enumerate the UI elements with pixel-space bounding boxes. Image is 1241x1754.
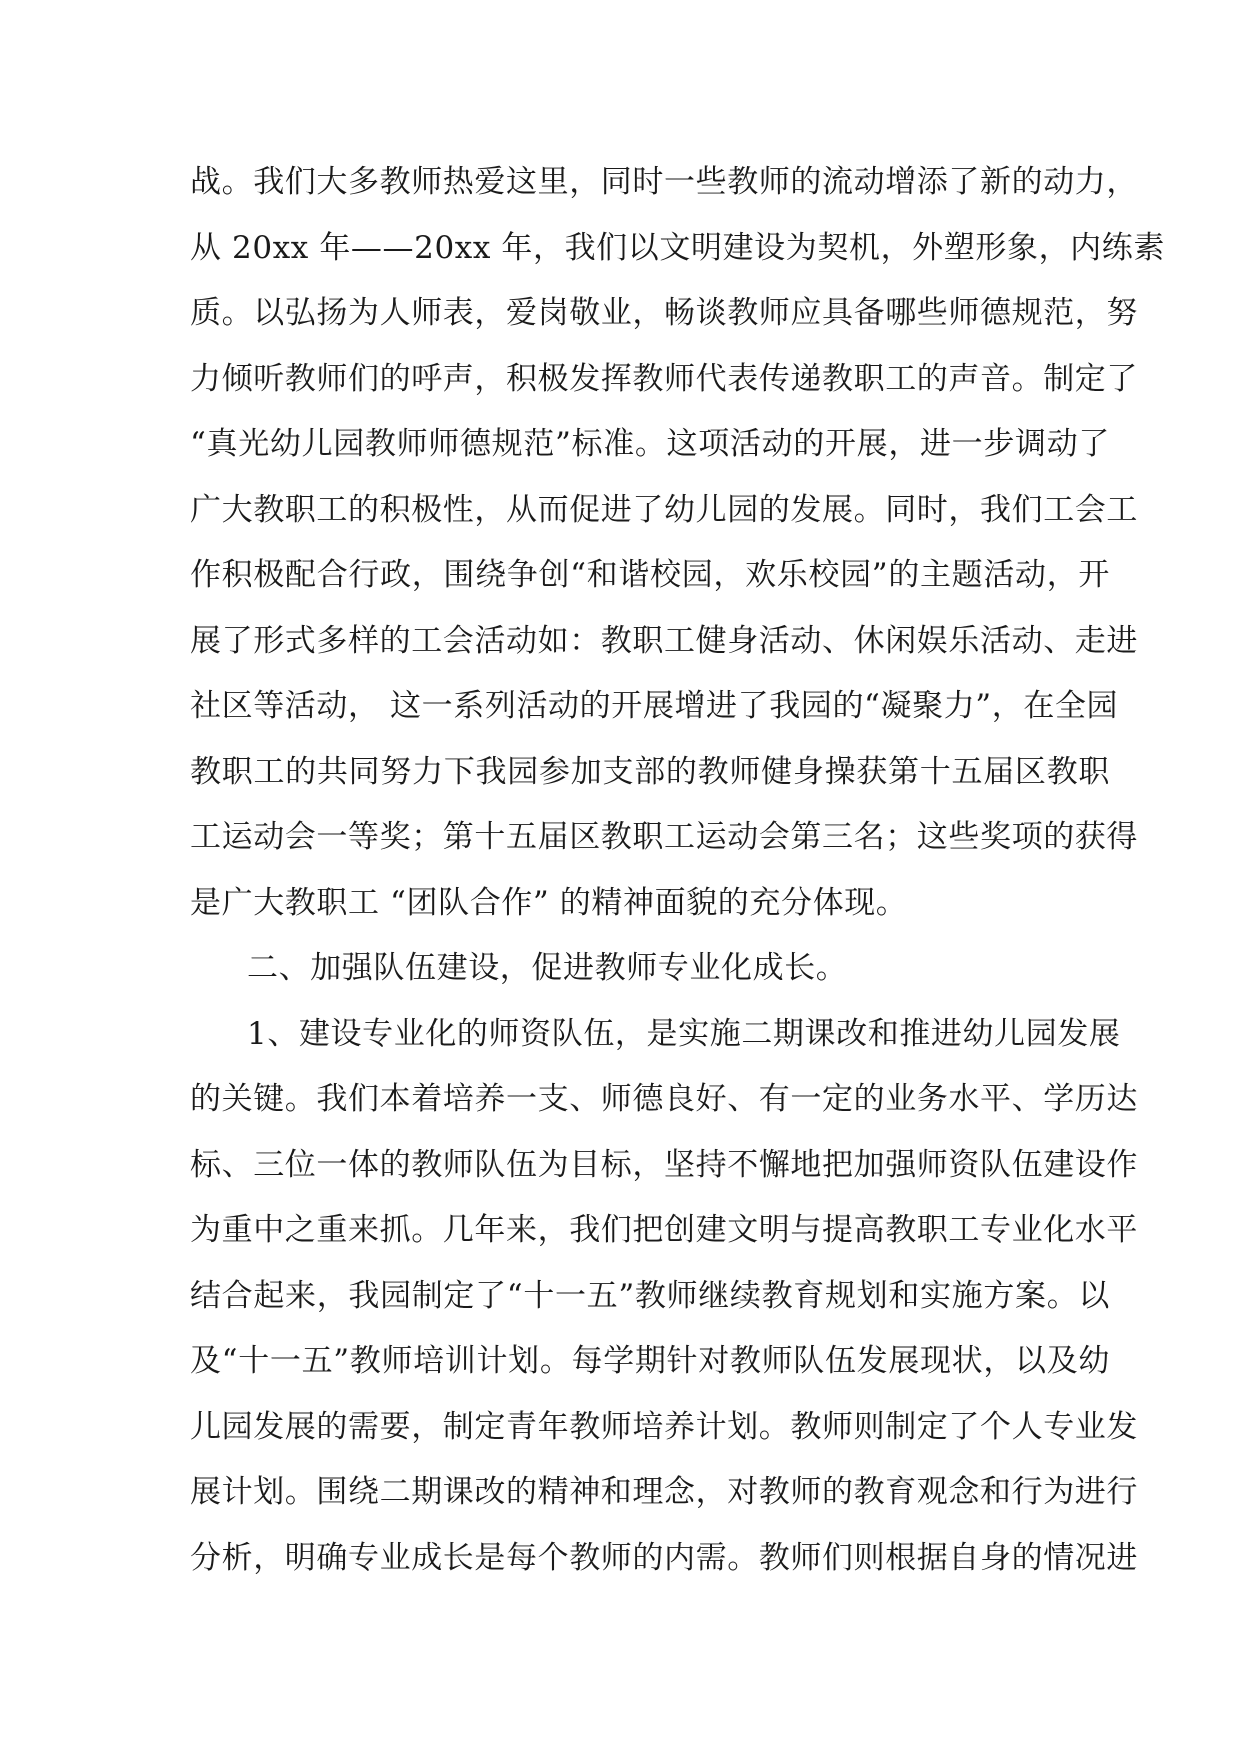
paragraph-line: 作积极配合行政，围绕争创“和谐校园，欢乐校园”的主题活动，开 bbox=[190, 557, 1110, 593]
paragraph-line: 社区等活动， 这一系列活动的开展增进了我园的“凝聚力”，在全园 bbox=[190, 688, 1119, 724]
paragraph-line: 质。以弘扬为人师表，爱岗敬业，畅谈教师应具备哪些师德规范，努 bbox=[190, 295, 1138, 331]
paragraph-line: 展了形式多样的工会活动如：教职工健身活动、休闲娱乐活动、走进 bbox=[190, 622, 1138, 659]
paragraph-line: 力倾听教师们的呼声，积极发挥教师代表传递教职工的声音。制定了 bbox=[190, 360, 1138, 397]
paragraph-line: 工运动会一等奖；第十五届区教职工运动会第三名；这些奖项的获得 bbox=[190, 819, 1138, 855]
paragraph-line: 1、建设专业化的师资队伍，是实施二期课改和推进幼儿园发展 bbox=[247, 1015, 1121, 1052]
paragraph-line: 儿园发展的需要，制定青年教师培养计划。教师则制定了个人专业发 bbox=[190, 1408, 1138, 1445]
paragraph-line: 二、加强队伍建设，促进教师专业化成长。 bbox=[247, 950, 848, 986]
paragraph-line: 教职工的共同努力下我园参加支部的教师健身操获第十五届区教职 bbox=[190, 753, 1110, 790]
paragraph-line: 从 20xx 年——20xx 年，我们以文明建设为契机，外塑形象，内练素 bbox=[190, 229, 1165, 266]
paragraph-line: “真光幼儿园教师师德规范”标准。这项活动的开展，进一步调动了 bbox=[190, 426, 1110, 462]
paragraph-line: 及“十一五”教师培训计划。每学期针对教师队伍发展现状，以及幼 bbox=[190, 1343, 1110, 1379]
paragraph-line: 的关键。我们本着培养一支、师德良好、有一定的业务水平、学历达 bbox=[190, 1081, 1138, 1117]
paragraph-line: 战。我们大多教师热爱这里，同时一些教师的流动增添了新的动力， bbox=[190, 164, 1138, 200]
paragraph-line: 结合起来，我园制定了“十一五”教师继续教育规划和实施方案。以 bbox=[190, 1277, 1110, 1314]
paragraph-line: 展计划。围绕二期课改的精神和理念，对教师的教育观念和行为进行 bbox=[190, 1474, 1138, 1510]
paragraph-line: 为重中之重来抓。几年来，我们把创建文明与提高教职工专业化水平 bbox=[190, 1212, 1138, 1248]
paragraph-line: 分析，明确专业成长是每个教师的内需。教师们则根据自身的情况进 bbox=[190, 1539, 1138, 1576]
paragraph-line: 是广大教职工 “团队合作” 的精神面貌的充分体现。 bbox=[190, 884, 908, 921]
paragraph-line: 广大教职工的积极性，从而促进了幼儿园的发展。同时，我们工会工 bbox=[190, 491, 1138, 528]
document-body bbox=[190, 150, 1165, 1591]
paragraph-line: 标、三位一体的教师队伍为目标，坚持不懈地把加强师资队伍建设作 bbox=[190, 1146, 1138, 1183]
